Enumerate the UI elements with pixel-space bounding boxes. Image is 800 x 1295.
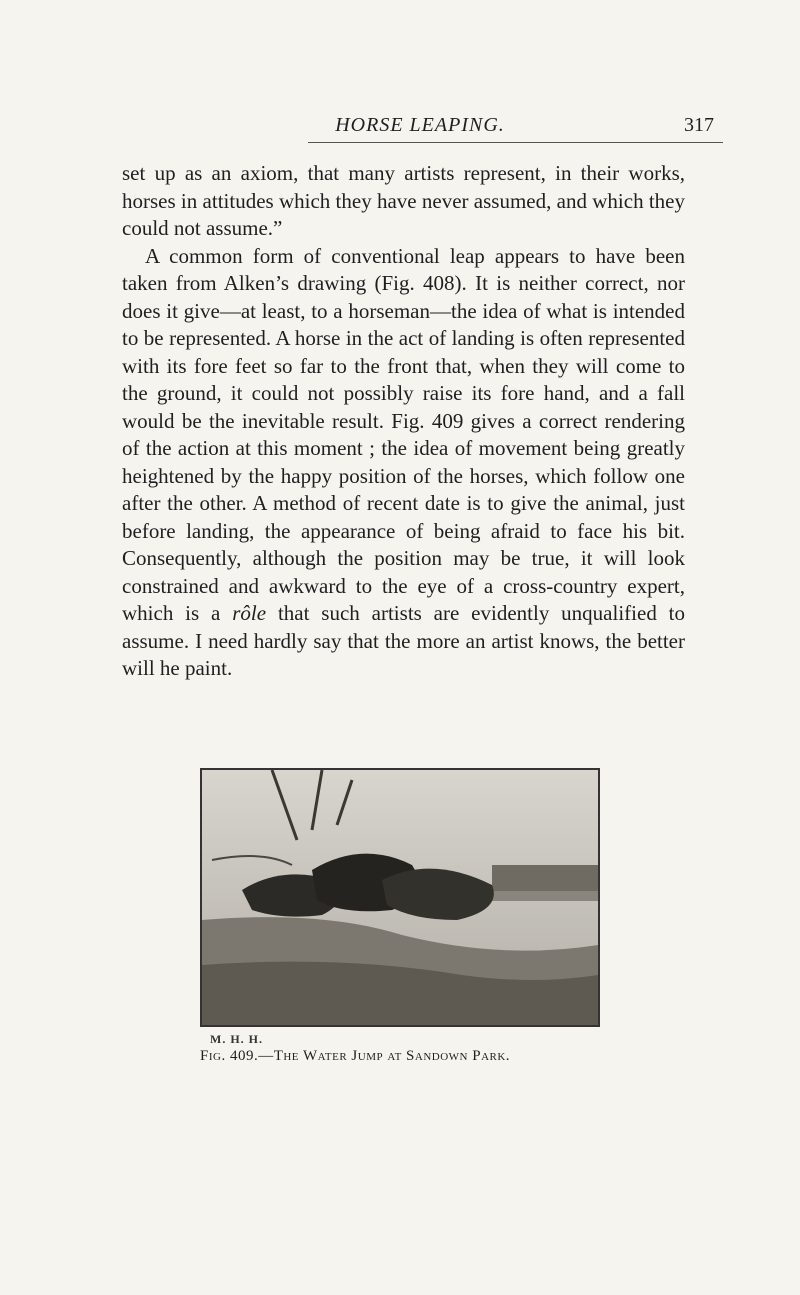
grandstand-base — [492, 891, 598, 901]
italic-role: rôle — [232, 601, 267, 625]
page-number: 317 — [684, 114, 714, 136]
body-text — [122, 160, 685, 683]
header-rule — [308, 142, 723, 143]
paragraph-2 — [122, 243, 685, 683]
photograph-water-jump — [202, 770, 598, 1025]
paragraph-1: set up as an axiom, that many artists represent, in their works, horses in attitudes which they have never assumed, and which they could not assume.” — [122, 161, 685, 240]
figure-caption: Fig. 409.—The Water Jump at Sandown Park. — [200, 1048, 511, 1064]
paragraph-2-text-c: that such artists are evidently unqualified to assume. I need hardly say that the more an artist knows, the better will he paint. — [122, 601, 686, 680]
page-header — [120, 100, 720, 140]
paragraph-2-text: A common form of conventional leap appears to have been taken from Alken’s drawing (Fig. 408). It is neither correct, nor does it give—at least, to a horseman—the idea of what is intended to be represented. A horse in the act of landing is often represented with its fore feet so far to the front that, when they will come to the ground, it could not possibly raise its fore hand, and a fall would be the inevitable result. Fig. 409 gives a correct rendering of the action at this moment ; the idea of movement being greatly heightened by the happy position of the horses, which follow one after the other. A method of recent date is to give the animal, just before landing, the appearance of being afraid to face his bit. Consequently, although the position may be true, it will look constrained and awkward to the eye of a — [122, 243, 685, 598]
photo-credit: M. H. H. — [210, 1032, 263, 1046]
running-head: HORSE LEAPING. — [335, 114, 505, 136]
figure-photograph — [200, 768, 600, 1027]
paragraph-2-text-b: cross-country expert, which is a — [122, 573, 685, 625]
grandstand — [492, 865, 598, 891]
